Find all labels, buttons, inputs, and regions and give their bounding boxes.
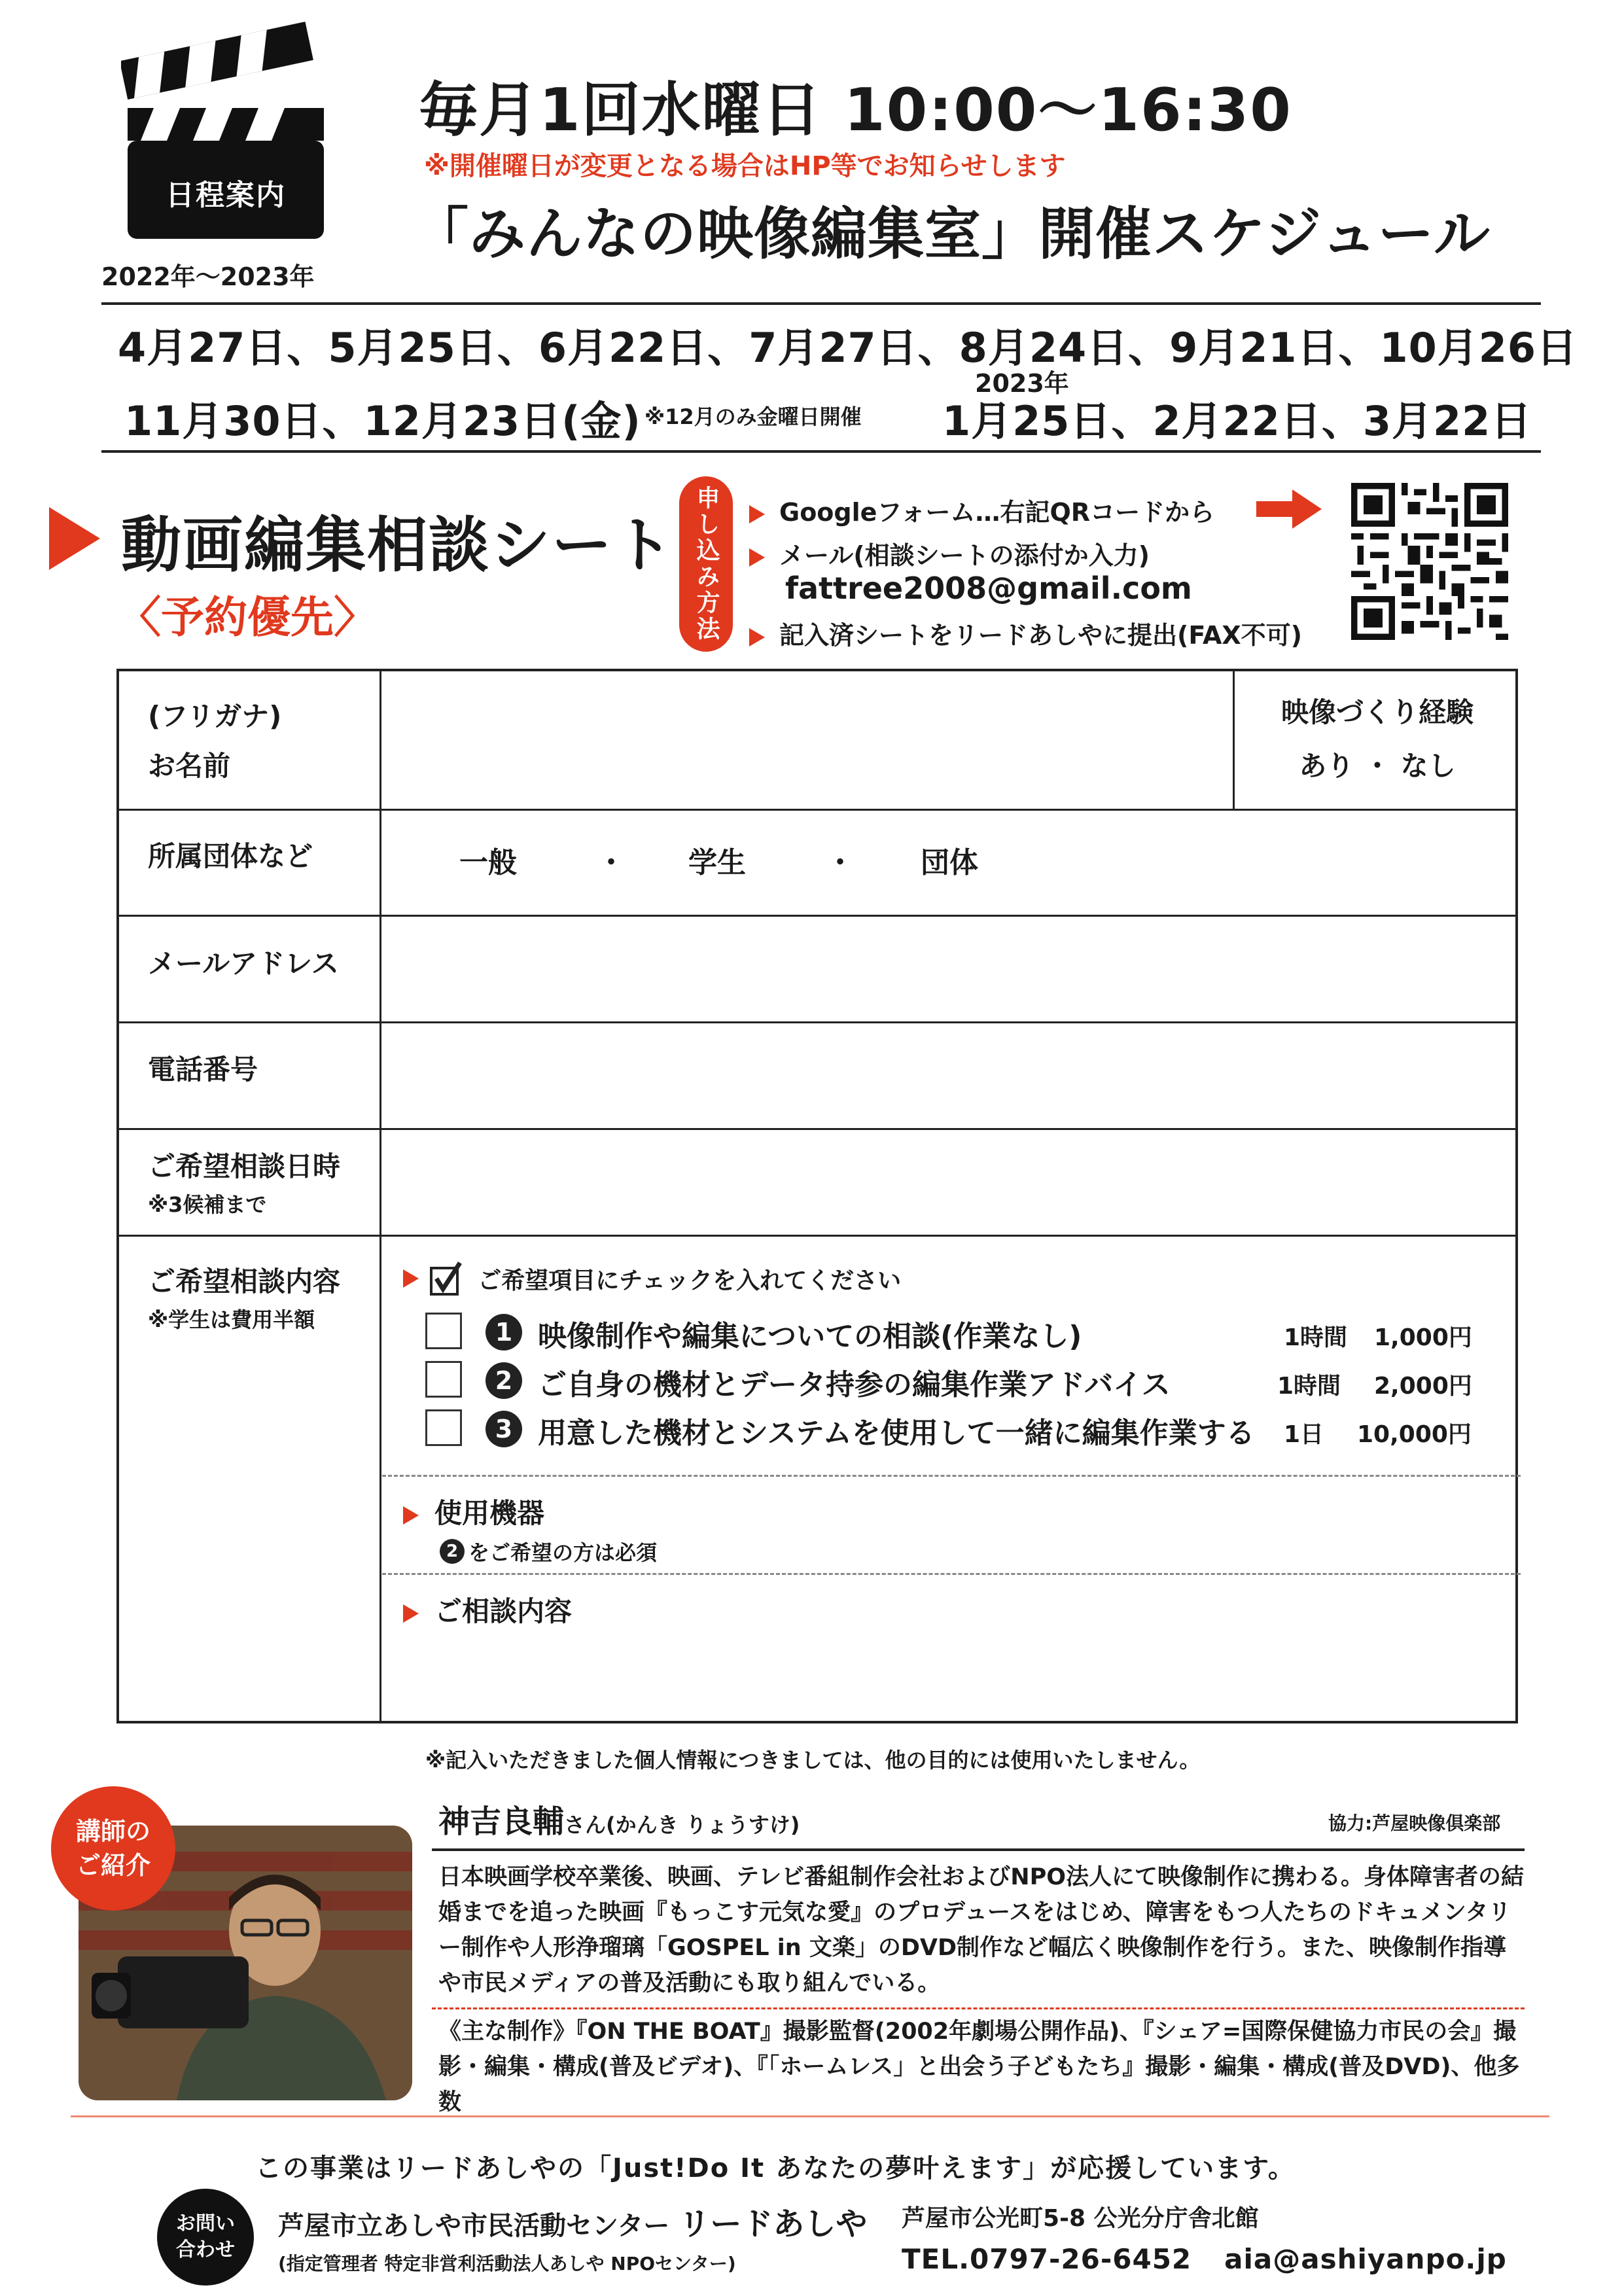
triangle-icon [749, 505, 765, 523]
email-field[interactable] [382, 917, 1518, 1021]
apply-email-address[interactable]: fattree2008@gmail.com [785, 571, 1192, 606]
instructor-works: 《主な制作》『ON THE BOAT』撮影監督(2002年劇場公開作品)、『シェア=国際保健協力市民の会』撮影・編集・構成(普及ビデオ)、『「ホームレス」と出会う子どもたち』撮影・編集・構成(普及DVD)、他多数 [438, 2019, 1520, 2115]
organization-name: リードあしや [679, 2206, 868, 2242]
arrow-right-icon [1256, 489, 1322, 529]
apply-google-form[interactable]: Googleフォーム…右記QRコードから [749, 492, 1214, 528]
column-divider [1233, 671, 1235, 809]
experience-label: 映像づくり経験 [1280, 696, 1474, 728]
option-1-text: 映像制作や編集についての相談(作業なし) [538, 1320, 1082, 1353]
dates-row-1: 4月27日、5月25日、6月22日、7月27日、8月24日、9月21日、10月26日 [118, 324, 1578, 372]
option-3-number: 3 [485, 1411, 522, 1447]
option-1-time: 1時間 [1284, 1324, 1348, 1351]
triangle-arrow-icon [49, 507, 100, 570]
row-divider [119, 809, 1515, 811]
consult-content-field[interactable] [382, 1633, 1518, 1723]
dates-row-2-note: ※12月のみ金曜日開催 [644, 404, 862, 429]
sheet-subtitle: 〈予約優先〉 [118, 592, 377, 643]
dates-year-label: 2023年 [975, 369, 1069, 398]
name-label: お名前 [148, 750, 231, 782]
option-3-checkbox[interactable] [425, 1409, 462, 1446]
group-option-organization[interactable]: 団体 [921, 846, 978, 879]
check-hint: ご希望項目にチェックを入れてください [403, 1260, 901, 1297]
content-label: ご希望相談内容 [148, 1265, 341, 1298]
option-2-number: 2 [485, 1362, 522, 1399]
instructor-badge: 講師の ご紹介 [51, 1786, 175, 1911]
equipment-field[interactable] [382, 1477, 1518, 1575]
option-3-price: 10,000円 [1357, 1421, 1472, 1448]
content-note: ※学生は費用半額 [148, 1307, 315, 1332]
contact-badge: お問い 合わせ [157, 2189, 254, 2286]
address: 芦屋市公光町5-8 公光分庁舎北館 [902, 2205, 1259, 2232]
instructor-name: 神吉良輔さん(かんき りょうすけ) [438, 1803, 800, 1840]
equipment-note: 2 をご希望の方は必須 [440, 1536, 657, 1566]
experience-options[interactable]: あり ・ なし [1299, 750, 1456, 782]
phone-number[interactable]: TEL.0797-26-6452 [902, 2243, 1192, 2275]
email-label: メールアドレス [148, 947, 339, 980]
group-option-student[interactable]: 学生 [688, 846, 746, 879]
apply-email: メール(相談シートの添付か入力) [749, 535, 1150, 571]
option-3-text: 用意した機材とシステムを使用して一緒に編集作業する [538, 1417, 1255, 1450]
group-separator: ・ [826, 846, 855, 879]
headline: 毎月1回水曜日 10:00〜16:30 [419, 76, 1292, 145]
contact-line [902, 2243, 1507, 2275]
organization: 芦屋市立あしや市民活動センター リードあしや [278, 2206, 868, 2242]
sheet-title: 動画編集相談シート [121, 510, 675, 580]
option-1-checkbox[interactable] [425, 1313, 462, 1349]
group-separator: ・ [597, 846, 626, 879]
column-divider [380, 671, 381, 1721]
checkbox-checked-icon [429, 1260, 465, 1297]
datetime-label: ご希望相談日時 [148, 1150, 341, 1182]
dates-row-2a: 11月30日、12月23日(金) [124, 397, 641, 445]
datetime-note: ※3候補まで [148, 1192, 267, 1217]
support-statement: この事業はリードあしやの「Just!Do It あなたの夢叶えます」が応援しています。 [255, 2153, 1296, 2183]
option-3-time: 1日 [1284, 1421, 1324, 1448]
apply-method-label: 申し込み方法 [679, 476, 733, 652]
option-1-number: 1 [485, 1314, 522, 1351]
qr-code-icon[interactable] [1351, 483, 1508, 640]
cooperation-credit: 協力:芦屋映像倶楽部 [1328, 1812, 1501, 1834]
dashed-divider [382, 1573, 1521, 1575]
divider [101, 302, 1541, 305]
organization-subtitle: (指定管理者 特定非営利活動法人あしや NPOセンター) [278, 2253, 736, 2274]
divider [71, 2115, 1549, 2117]
triangle-icon [749, 628, 765, 646]
schedule-badge: 日程案内 [166, 179, 286, 212]
option-2-checkbox[interactable] [425, 1361, 462, 1398]
page-title: 「みんなの映像編集室」開催スケジュール [412, 202, 1491, 267]
group-label: 所属団体など [148, 840, 313, 872]
consult-content-label: ご相談内容 [403, 1590, 572, 1629]
equipment-label: 使用機器 [403, 1492, 544, 1531]
divider [432, 1848, 1525, 1851]
apply-submit-sheet: 記入済シートをリードあしやに提出(FAX不可) [749, 615, 1302, 651]
option-2-time: 1時間 [1277, 1373, 1341, 1400]
row-divider [119, 1235, 1515, 1237]
schedule-years: 2022年〜2023年 [101, 262, 315, 291]
schedule-notice: ※開催曜日が変更となる場合はHP等でお知らせします [424, 151, 1066, 181]
triangle-icon [749, 548, 765, 567]
phone-field[interactable] [382, 1023, 1518, 1128]
option-2-text: ご自身の機材とデータ持参の編集作業アドバイス [538, 1368, 1171, 1402]
furigana-label: (フリガナ) [148, 700, 282, 732]
triangle-icon [403, 1604, 419, 1623]
privacy-notice: ※記入いただきました個人情報につきましては、他の目的には使用いたしません。 [425, 1748, 1201, 1773]
instructor-name-kana: さん(かんき りょうすけ) [564, 1812, 800, 1837]
dashed-divider [432, 2007, 1525, 2009]
name-field[interactable] [382, 671, 1350, 809]
option-1-price: 1,000円 [1374, 1324, 1472, 1351]
contact-email[interactable]: aia@ashiyanpo.jp [1224, 2243, 1507, 2275]
triangle-icon [403, 1269, 419, 1288]
clapperboard-icon [121, 20, 330, 249]
divider [101, 450, 1541, 453]
instructor-bio: 日本映画学校卒業後、映画、テレビ番組制作会社およびNPO法人にて映像制作に携わる。身体障害者の結婚までを追った映画『もっこす元気な愛』のプロデュースをはじめ、障害をもつ人たちのドキュメンタリー制作や人形浄瑠璃「GOSPEL in 文楽」のDVD制作など幅広く映像制作を行う。また、映像制作指導や市民メディアの普及活動にも取り組んでいる。 [438, 1864, 1525, 1996]
dates-row-2b: 1月25日、2月22日、3月22日 [942, 397, 1532, 445]
group-option-general[interactable]: 一般 [459, 846, 517, 879]
datetime-field[interactable] [382, 1130, 1518, 1235]
phone-label: 電話番号 [148, 1053, 258, 1086]
consultation-form [116, 669, 1518, 1723]
option-2-price: 2,000円 [1374, 1373, 1472, 1400]
